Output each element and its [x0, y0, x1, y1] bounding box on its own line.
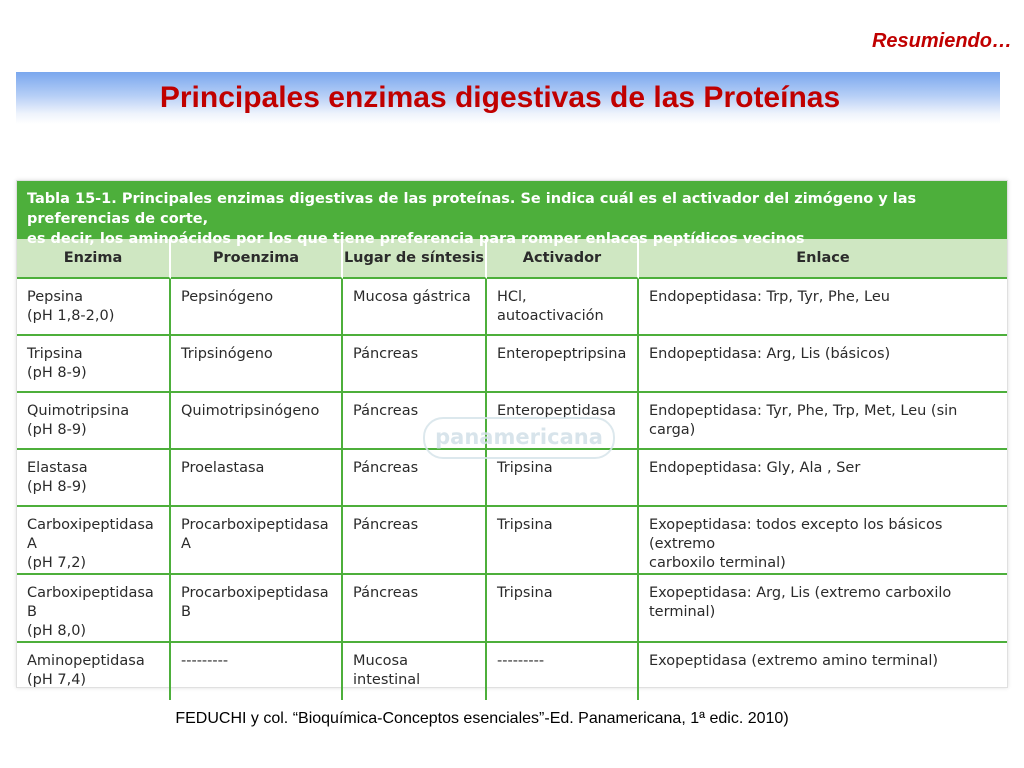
cell-lugar: Mucosa gástrica — [343, 279, 487, 336]
enzyme-name: Elastasa — [27, 460, 88, 476]
cell-proenzima: Procarboxipeptidasa B — [171, 575, 343, 643]
table-row — [17, 336, 1007, 393]
cell-enlace — [639, 336, 1007, 393]
cell-enzima — [17, 450, 171, 507]
header-enlace: Enlace — [639, 239, 1007, 279]
enzyme-ph: (pH 1,8-2,0) — [27, 308, 115, 324]
cell-activador: --------- — [487, 643, 639, 700]
cell-lugar: Páncreas — [343, 575, 487, 643]
enzyme-name: Pepsina — [27, 289, 84, 305]
table-row — [17, 575, 1007, 643]
enzyme-ph: (pH 7,2) — [27, 555, 87, 571]
cell-lugar: Páncreas — [343, 336, 487, 393]
cell-lugar: Páncreas — [343, 393, 487, 450]
cell-activador: HCl, autoactivación — [487, 279, 639, 336]
table-row — [17, 279, 1007, 336]
cell-activador: Enteropeptripsina — [487, 336, 639, 393]
cell-enzima — [17, 336, 171, 393]
cell-proenzima: Procarboxipeptidasa A — [171, 507, 343, 575]
table-caption-line-2: es decir, los aminoácidos por los que tiene preferencia para romper enlaces peptídicos vecinos — [27, 231, 805, 247]
enzyme-name: Tripsina — [27, 346, 83, 362]
header-lugar: Lugar de síntesis — [343, 239, 487, 279]
cell-activador: Tripsina — [487, 575, 639, 643]
cell-enzima — [17, 279, 171, 336]
cell-proenzima: Quimotripsinógeno — [171, 393, 343, 450]
cell-lugar: Páncreas — [343, 450, 487, 507]
enlace-line-1: Endopeptidasa: Arg, Lis (básicos) — [649, 346, 891, 362]
header-activador: Activador — [487, 239, 639, 279]
enzyme-ph: (pH 8-9) — [27, 422, 87, 438]
enlace-line-1: Endopeptidasa: Trp, Tyr, Phe, Leu — [649, 289, 890, 305]
enlace-line-1: Endopeptidasa: Tyr, Phe, Trp, Met, Leu (sin carga) — [649, 403, 958, 438]
cell-enlace — [639, 575, 1007, 643]
table-row — [17, 393, 1007, 450]
enlace-line-1: Endopeptidasa: Gly, Ala , Ser — [649, 460, 861, 476]
corner-label: Resumiendo… — [871, 30, 1012, 52]
cell-activador: Enteropeptidasa — [487, 393, 639, 450]
header-proenzima: Proenzima — [171, 239, 343, 279]
enzyme-name: Carboxipeptidasa B — [27, 585, 154, 620]
cell-proenzima: Tripsinógeno — [171, 336, 343, 393]
enlace-line-1: Exopeptidasa (extremo amino terminal) — [649, 653, 939, 669]
cell-enzima — [17, 393, 171, 450]
cell-lugar: Páncreas — [343, 507, 487, 575]
enlace-line-2: carboxilo terminal) — [649, 555, 786, 571]
enzyme-name: Quimotripsina — [27, 403, 130, 419]
table-caption-line-1: Tabla 15-1. Principales enzimas digestivas de las proteínas. Se indica cuál es el activador del zimógeno y las preferencias de corte, — [27, 191, 917, 227]
table-caption — [17, 181, 1007, 247]
cell-activador: Tripsina — [487, 450, 639, 507]
enzyme-name: Aminopeptidasa — [27, 653, 145, 669]
cell-proenzima: --------- — [171, 643, 343, 700]
cell-enlace — [639, 450, 1007, 507]
cell-enlace — [639, 643, 1007, 700]
citation: FEDUCHI y col. “Bioquímica-Conceptos esenciales”-Ed. Panamericana, 1ª edic. 2010) — [175, 710, 789, 727]
cell-enlace — [639, 507, 1007, 575]
enzyme-ph: (pH 8,0) — [27, 623, 87, 639]
page-title: Principales enzimas digestivas de las Proteínas — [159, 81, 841, 114]
cell-proenzima: Pepsinógeno — [171, 279, 343, 336]
table-row — [17, 507, 1007, 575]
enzyme-ph: (pH 7,4) — [27, 672, 87, 688]
cell-enzima — [17, 575, 171, 643]
enzyme-ph: (pH 8-9) — [27, 479, 87, 495]
enzyme-name: Carboxipeptidasa A — [27, 517, 154, 552]
cell-enlace — [639, 279, 1007, 336]
table-row — [17, 643, 1007, 700]
publisher-watermark: panamericana — [423, 417, 615, 459]
cell-enzima — [17, 643, 171, 700]
table-row — [17, 450, 1007, 507]
cell-lugar: Mucosa intestinal — [343, 643, 487, 700]
cell-enlace — [639, 393, 1007, 450]
header-enzima: Enzima — [17, 239, 171, 279]
enzyme-ph: (pH 8-9) — [27, 365, 87, 381]
title-banner — [16, 72, 1000, 124]
enzyme-table — [17, 239, 1007, 700]
cell-activador: Tripsina — [487, 507, 639, 575]
cell-enzima — [17, 507, 171, 575]
enlace-line-1: Exopeptidasa: Arg, Lis (extremo carboxilo terminal) — [649, 585, 952, 620]
enzyme-table-figure — [16, 180, 1008, 688]
cell-proenzima: Proelastasa — [171, 450, 343, 507]
enlace-line-1: Exopeptidasa: todos excepto los básicos (extremo — [649, 517, 943, 552]
